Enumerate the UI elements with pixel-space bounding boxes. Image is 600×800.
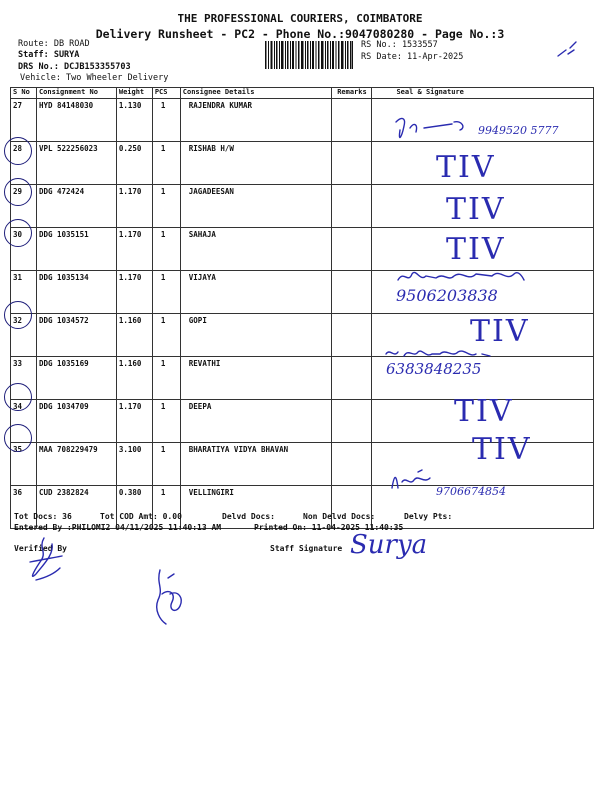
hand-phone-33: 6383848235: [386, 360, 482, 378]
row-weight: 1.170: [116, 271, 152, 314]
route-label: Route: DB ROAD: [18, 39, 90, 49]
row-weight: 1.160: [116, 357, 152, 400]
rs-number: RS No.: 1533557: [361, 40, 438, 50]
sno-circle-35: [4, 424, 32, 452]
row-weight: 1.160: [116, 314, 152, 357]
delivery-points: Delvy Pts:: [404, 512, 453, 521]
row-pcs: 1: [152, 271, 180, 314]
delivered-docs: Delvd Docs:: [222, 512, 275, 521]
hand-phone-27: 9949520 5777: [478, 124, 559, 137]
staff-signature-label: Staff Signature: [270, 544, 343, 553]
col-consignment: Consignment No: [36, 88, 116, 99]
sno-circle-32: [4, 301, 32, 329]
row-consignment: VPL 522256023: [36, 142, 116, 185]
entered-by: Entered By :PHILOMI2 04/11/2025 11:40:13 AM: [14, 523, 222, 532]
row-consignee: DEEPA: [180, 400, 332, 443]
sno-circle-30: [4, 219, 32, 247]
total-docs: Tot Docs: 36: [14, 512, 72, 521]
row-weight: 1.170: [116, 400, 152, 443]
row-sno: 30: [11, 228, 37, 271]
hand-tiv-34: TIV: [454, 394, 514, 429]
hand-tiv-35: TIV: [472, 432, 532, 467]
row-remarks: [332, 400, 372, 443]
hand-tiv-32: TIV: [470, 314, 530, 349]
row-consignee: VIJAYA: [180, 271, 332, 314]
hand-phone-31: 9506203838: [396, 286, 498, 305]
rs-date: RS Date: 11-Apr-2025: [361, 52, 464, 62]
col-remarks: Remarks: [332, 88, 372, 99]
hand-tiv-30: TIV: [446, 232, 506, 267]
row-remarks: [332, 228, 372, 271]
row-consignment: CUD 2382824: [36, 486, 116, 529]
row-consignee: REVATHI: [180, 357, 332, 400]
corner-mark: [556, 40, 580, 60]
signature-scribble-36: [388, 468, 438, 494]
row-sno: 35: [11, 443, 37, 486]
table-row: [11, 228, 594, 271]
row-sno: 29: [11, 185, 37, 228]
verified-by-label: Verified By: [14, 544, 67, 553]
non-delivered-docs: Non Delvd Docs:: [303, 512, 376, 521]
row-remarks: [332, 443, 372, 486]
stamp-signature: [150, 564, 190, 630]
col-weight: Weight: [116, 88, 152, 99]
row-pcs: 1: [152, 443, 180, 486]
row-consignment: DDG 1035151: [36, 228, 116, 271]
runsheet-title: Delivery Runsheet - PC2 - Phone No.:9047080280 - Page No.:3: [95, 27, 505, 41]
row-sno: 36: [11, 486, 37, 529]
table-row: [11, 185, 594, 228]
row-consignee: SAHAJA: [180, 228, 332, 271]
row-consignment: DDG 1035169: [36, 357, 116, 400]
table-row: [11, 142, 594, 185]
row-sno: 33: [11, 357, 37, 400]
col-consignee: Consignee Details: [180, 88, 332, 99]
row-consignment: HYD 84148030: [36, 99, 116, 142]
row-remarks: [332, 271, 372, 314]
vehicle-label: Vehicle: Two Wheeler Delivery: [20, 73, 169, 83]
row-consignee: RAJENDRA KUMAR: [180, 99, 332, 142]
row-pcs: 1: [152, 357, 180, 400]
sno-circle-28: [4, 137, 32, 165]
signature-scribble-27: [392, 110, 482, 150]
row-pcs: 1: [152, 142, 180, 185]
row-remarks: [332, 185, 372, 228]
col-seal: Seal & Signature: [372, 88, 594, 99]
row-pcs: 1: [152, 228, 180, 271]
row-consignment: MAA 708229479: [36, 443, 116, 486]
sno-circle-29: [4, 178, 32, 206]
row-consignee: BHARATIYA VIDYA BHAVAN: [180, 443, 332, 486]
row-remarks: [332, 142, 372, 185]
row-weight: 0.380: [116, 486, 152, 529]
hand-tiv-28: TIV: [436, 150, 496, 185]
staff-label: Staff: SURYA: [18, 50, 80, 60]
row-remarks: [332, 314, 372, 357]
barcode-image: [265, 41, 353, 69]
row-weight: 3.100: [116, 443, 152, 486]
total-cod: Tot COD Amt: 0.00: [100, 512, 182, 521]
row-weight: 1.170: [116, 185, 152, 228]
row-sno: 27: [11, 99, 37, 142]
row-consignee: JAGADEESAN: [180, 185, 332, 228]
row-pcs: 1: [152, 99, 180, 142]
row-pcs: 1: [152, 400, 180, 443]
table-header-row: [11, 88, 594, 99]
col-sno: S No: [11, 88, 37, 99]
row-consignment: DDG 472424: [36, 185, 116, 228]
col-pcs: PCS: [152, 88, 180, 99]
row-pcs: 1: [152, 185, 180, 228]
row-sno: 32: [11, 314, 37, 357]
verifier-signature: [24, 534, 68, 586]
company-title: THE PROFESSIONAL COURIERS, COIMBATORE: [177, 12, 423, 25]
row-consignee: RISHAB H/W: [180, 142, 332, 185]
row-weight: 1.170: [116, 228, 152, 271]
row-consignment: DDG 1034572: [36, 314, 116, 357]
row-consignee: GOPI: [180, 314, 332, 357]
printed-on: Printed On: 11-04-2025 11:40:35: [254, 523, 404, 532]
sno-circle-34: [4, 383, 32, 411]
row-consignment: DDG 1035134: [36, 271, 116, 314]
row-consignment: DDG 1034709: [36, 400, 116, 443]
row-pcs: 1: [152, 486, 180, 529]
row-weight: 0.250: [116, 142, 152, 185]
row-consignee: VELLINGIRI: [180, 486, 332, 529]
row-sno: 31: [11, 271, 37, 314]
row-remarks: [332, 357, 372, 400]
hand-phone-36: 9706674854: [436, 485, 506, 498]
row-sno: 28: [11, 142, 37, 185]
row-weight: 1.130: [116, 99, 152, 142]
drs-number: DRS No.: DCJB153355703: [18, 62, 131, 72]
row-sno: 34: [11, 400, 37, 443]
row-pcs: 1: [152, 314, 180, 357]
staff-signature-surya: Surya: [350, 530, 428, 560]
row-remarks: [332, 99, 372, 142]
hand-tiv-29: TIV: [446, 192, 506, 227]
